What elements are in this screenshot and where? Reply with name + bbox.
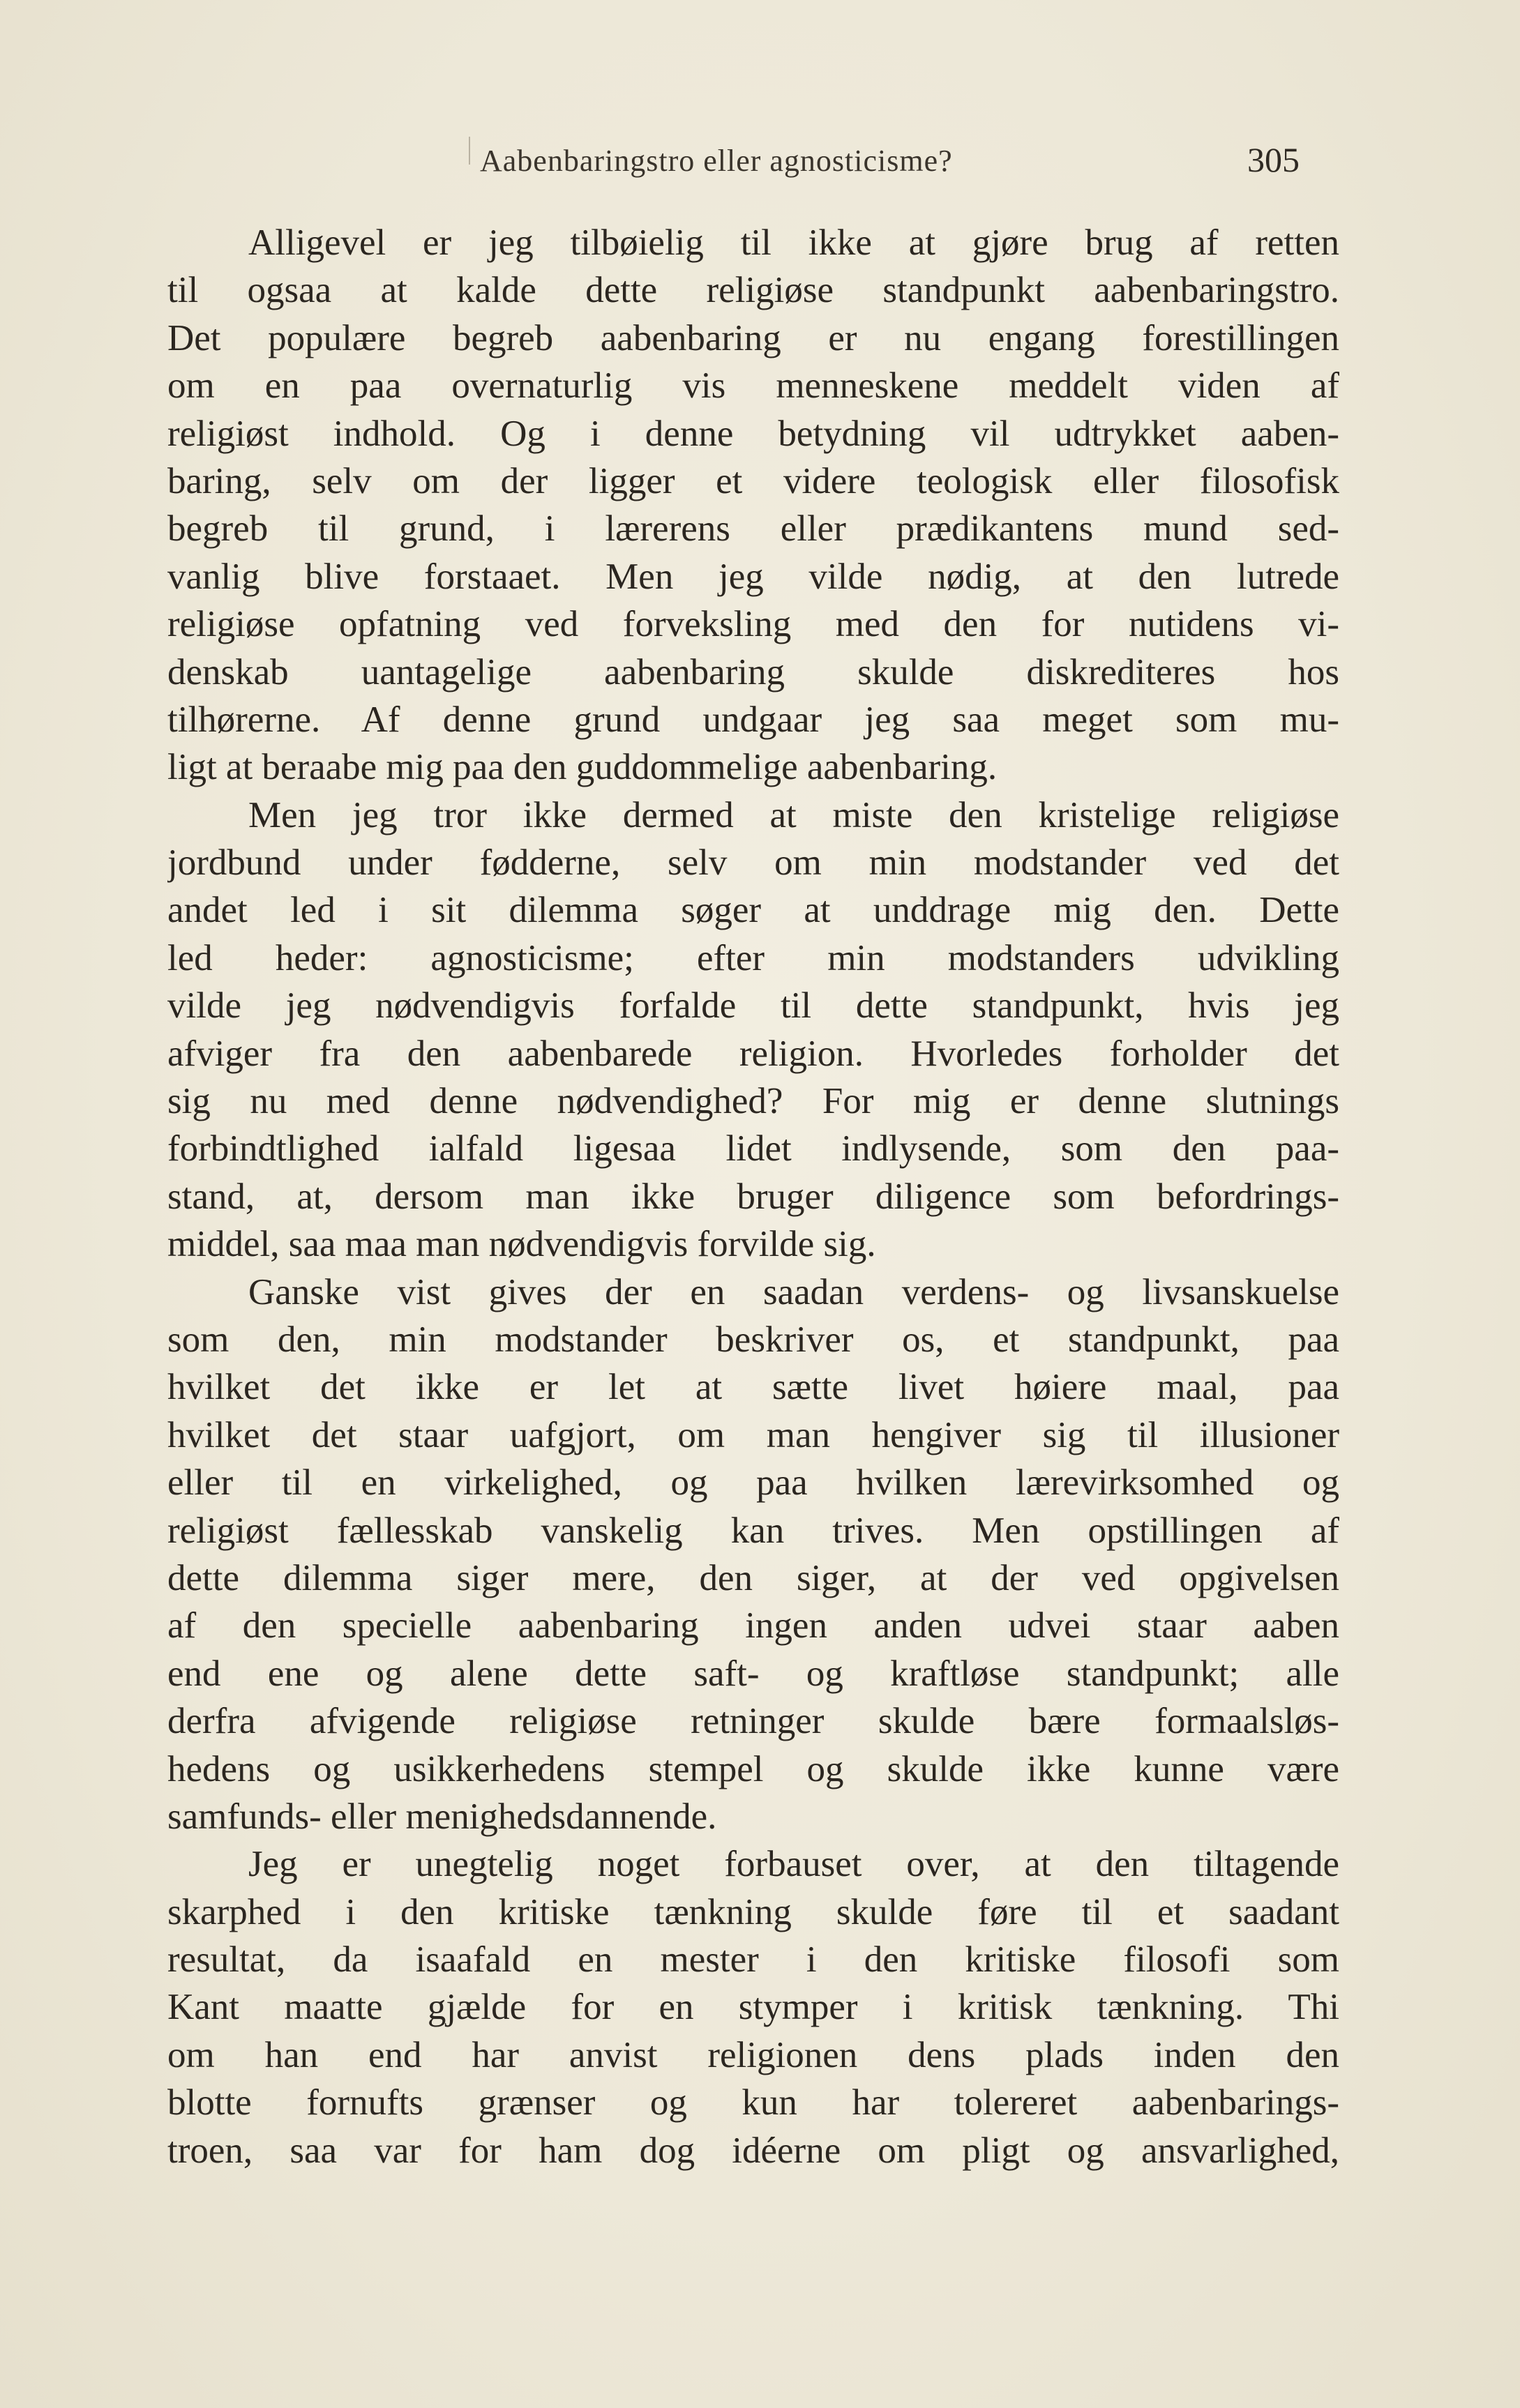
text-line: ligt at beraabe mig paa den guddommelige aabenbaring. [167,747,998,788]
text-line: skarphed i den kritiske tænkning skulde føre til et saadant [167,1891,1339,1932]
text-line: led heder: agnosticisme; efter min modstanders udvikling [167,937,1339,978]
text-line: vilde jeg nødvendigvis forfalde til dette standpunkt, hvis jeg [167,985,1339,1027]
text-line: af den specielle aabenbaring ingen anden udvei staar aaben [167,1605,1339,1646]
text-line: hedens og usikkerhedens stempel og skulde ikke kunne være [167,1748,1339,1789]
text-line: religiøst indhold. Og i denne betydning vil udtrykket aaben- [167,413,1339,454]
text-line: Alligevel er jeg tilbøielig til ikke at gjøre brug af retten [248,222,1339,263]
text-line: som den, min modstander beskriver os, et standpunkt, paa [167,1319,1339,1360]
text-line: Jeg er unegtelig noget forbauset over, at den tiltagende [248,1844,1339,1885]
text-line: resultat, da isaafald en mester i den kritiske filosofi som [167,1939,1339,1981]
body-text [167,219,1339,2174]
text-line: samfunds- eller menighedsdannende. [167,1796,717,1837]
text-line: Ganske vist gives der en saadan verdens- og livsanskuelse [248,1271,1339,1312]
text-line: end ene og alene dette saft- og kraftløse standpunkt; alle [167,1653,1339,1694]
text-line: sig nu med denne nødvendighed? For mig er denne slutnings [167,1081,1339,1122]
text-line: stand, at, dersom man ikke bruger diligence som befordrings- [167,1176,1339,1217]
text-line: forbindtlighed ialfald ligesaa lidet indlysende, som den paa- [167,1128,1339,1169]
text-line: denskab uantagelige aabenbaring skulde diskrediteres hos [167,651,1339,692]
text-line: dette dilemma siger mere, den siger, at der ved opgivelsen [167,1557,1339,1598]
text-line: Kant maatte gjælde for en stymper i kritisk tænkning. Thi [167,1987,1339,2028]
text-line: baring, selv om der ligger et videre teologisk eller filosofisk [167,460,1339,501]
text-line: jordbund under fødderne, selv om min modstander ved det [167,842,1339,884]
text-line: derfra afvigende religiøse retninger skulde bære formaalsløs- [167,1701,1339,1742]
text-line: om han end har anvist religionen dens plads inden den [167,2034,1339,2075]
text-line: Men jeg tror ikke dermed at miste den kristelige religiøse [248,794,1339,835]
text-line: afviger fra den aabenbarede religion. Hvorledes forholder det [167,1033,1339,1074]
text-line: om en paa overnaturlig vis menneskene meddelt viden af [167,365,1339,407]
text-line: Det populære begreb aabenbaring er nu engang forestillingen [167,317,1339,358]
page-number: 305 [1247,140,1300,179]
text-line: tilhørerne. Af denne grund undgaar jeg saa meget som mu- [167,699,1339,740]
text-line: hvilket det staar uafgjort, om man hengiver sig til illusioner [167,1414,1339,1455]
text-line: troen, saa var for ham dog idéerne om pligt og ansvarlighed, [167,2130,1339,2171]
text-line: til ogsaa at kalde dette religiøse standpunkt aabenbaringstro. [167,270,1339,311]
text-line: eller til en virkelighed, og paa hvilken lærevirksomhed og [167,1462,1339,1504]
running-title: Aabenbaringstro eller agnosticisme? [480,144,953,178]
text-line: religiøse opfatning ved forveksling med den for nutidens vi- [167,604,1339,645]
text-line: vanlig blive forstaaet. Men jeg vilde nødig, at den lutrede [167,556,1339,597]
text-line: blotte fornufts grænser og kun har tolereret aabenbarings- [167,2082,1339,2123]
text-line: hvilket det ikke er let at sætte livet høiere maal, paa [167,1367,1339,1408]
text-line: religiøst fællesskab vanskelig kan trives. Men opstillingen af [167,1510,1339,1551]
header-divider [469,137,470,165]
text-line: begreb til grund, i lærerens eller prædikantens mund sed- [167,508,1339,550]
text-line: middel, saa maa man nødvendigvis forvilde sig. [167,1224,876,1265]
text-line: andet led i sit dilemma søger at unddrage mig den. Dette [167,890,1339,931]
